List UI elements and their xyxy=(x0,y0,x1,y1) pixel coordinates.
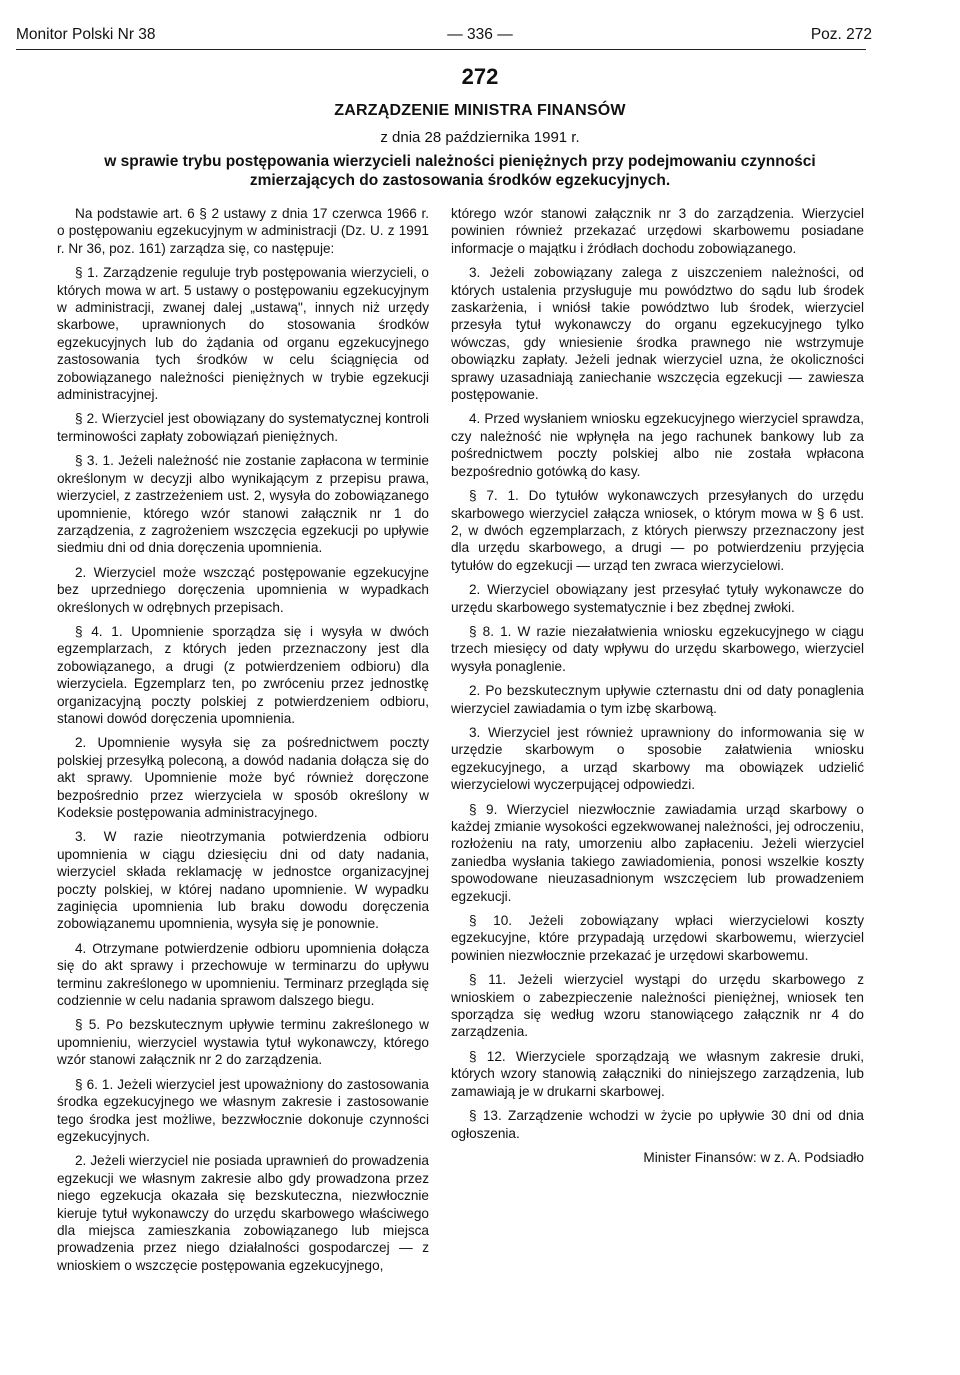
paragraph: 2. Jeżeli wierzyciel nie posiada uprawnień do prowadzenia egzekucji we własnym zakresie albo gdy prowadzona przez niego egzekucja okazała się bezskuteczna, niezwłocznie kieruje tytuł wykonawczy do urzędu skarbowego właściwego dla miejsca zamieszkania zobowiązanego lub miejsca prowadzenia przez niego działalności gospodarczej — z wnioskiem o wszczęcie postępowania egzekucyjnego, xyxy=(57,1153,429,1273)
paragraph: § 12. Wierzyciele sporządzają we własnym zakresie druki, których wzory stanowią załączniki do niniejszego zarządzenia, lub zamawiają je w drukarni skarbowej. xyxy=(451,1048,864,1099)
paragraph: § 3. 1. Jeżeli należność nie zostanie zapłacona w terminie określonym w decyzji albo wynikającym z przepisu prawa, wierzyciel, z zastrzeżeniem ust. 2, wysyła do zobowiązanego upomnienie, którego wzór stanowi załącznik nr 1 do zarządzenia, z zagrożeniem wszczęcia egzekucji po upływie siedmiu dni od dnia doręczenia upomnienia. xyxy=(57,453,429,556)
signature: Minister Finansów: w z. A. Podsiadło xyxy=(643,1149,864,1165)
paragraph: Na podstawie art. 6 § 2 ustawy z dnia 17 czerwca 1966 r. o postępowaniu egzekucyjnym w administracji (Dz. U. z 1991 r. Nr 36, poz. 161) zarządza się, co następuje: xyxy=(57,206,429,256)
paragraph: 2. Wierzyciel obowiązany jest przesyłać tytuły wykonawcze do urzędu skarbowego systematycznie i bez zbędnej zwłoki. xyxy=(451,582,864,615)
paragraph: 4. Przed wysłaniem wniosku egzekucyjnego wierzyciel sprawdza, czy należność nie wpłynęła na jego rachunek bankowy lub za pośrednictwem poczty polskiej albo nie została wpłacona bezpośrednio gotówką do kasy. xyxy=(451,411,864,479)
document-subject: w sprawie trybu postępowania wierzycieli należności pieniężnych przy podejmowaniu czynności zmierzających do zastosowania środków egzekucyjnych. xyxy=(104,153,816,189)
right-column xyxy=(451,205,864,1173)
paragraph: § 13. Zarządzenie wchodzi w życie po upływie 30 dni od dnia ogłoszenia. xyxy=(451,1108,864,1141)
paragraph: § 6. 1. Jeżeli wierzyciel jest upoważniony do zastosowania środka egzekucyjnego we własnym zakresie i zastosowanie tego środka jest możliwe, bezzwłocznie dokonuje czynności egzekucyjnych. xyxy=(57,1076,429,1144)
paragraph: § 4. 1. Upomnienie sporządza się i wysyła w dwóch egzemplarzach, z których jeden przeznaczony jest dla zobowiązanego, a drugi (z potwierdzeniem odbioru) dla wierzyciela. Egzemplarz ten, po zwróceniu przez jednostkę organizacyjną poczty polskiej z potwierdzeniem odbioru, stanowi dowód doręczenia upomnienia. xyxy=(57,623,429,726)
paragraph: 3. Wierzyciel jest również uprawniony do informowania się w urzędzie skarbowym o sposobie załatwienia wniosku egzekucyjnego, a urząd skarbowy ma obowiązek udzielić wierzycielowi wyczerpującej odpowiedzi. xyxy=(451,724,864,793)
paragraph: 2. Upomnienie wysyła się za pośrednictwem poczty polskiej przesyłką poleconą, a dowód nadania dołącza się do akt sprawy. Upomnienie może być również doręczone bezpośrednio przez wierzyciela w sposób określony w Kodeksie postępowania administracyjnego. xyxy=(57,735,429,820)
paragraph: § 8. 1. W razie niezałatwienia wniosku egzekucyjnego w ciągu trzech miesięcy od daty wpływu do urzędu skarbowego, wierzyciel wysyła ponaglenie. xyxy=(451,623,864,674)
left-column xyxy=(57,205,429,1281)
header-page-number: — 336 — xyxy=(447,26,513,43)
paragraph: § 1. Zarządzenie reguluje tryb postępowania wierzycieli, o których mowa w art. 5 ustawy o postępowaniu egzekucyjnym w administracji, zwanej dalej „ustawą", innych niż urzędy skarbowe, uprawnionych do stosowania środków egzekucyjnych lub do żądania od organu egzekucyjnego zastosowania tych środków w celu ściągnięcia od zobowiązanego należności pieniężnych w trybie egzekucji administracyjnej. xyxy=(57,265,429,403)
paragraph: § 9. Wierzyciel niezwłocznie zawiadamia urząd skarbowy o każdej zmianie wysokości egzekwowanej należności, jej odroczeniu, rozłożeniu na raty, umorzeniu albo zapłaceniu. Jeżeli wierzyciel zaniedba wysłania takiego zawiadomienia, ponosi wszelkie koszty spowodowane nieuzasadnionym wszczęciem lub prowadzeniem egzekucji. xyxy=(451,801,864,904)
paragraph: § 7. 1. Do tytułów wykonawczych przesyłanych do urzędu skarbowego wierzyciel załącza wniosek, o którym mowa w § 6 ust. 2, w dwóch egzemplarzach, z których pierwszy przeznaczony jest dla urzędu skarbowego, a drugi — po potwierdzeniu przyjęcia tytułów do egzekucji — urząd ten zwraca wierzycielowi. xyxy=(451,488,864,573)
header-publication: Monitor Polski Nr 38 xyxy=(16,26,156,43)
document-number: 272 xyxy=(461,64,499,89)
paragraph: którego wzór stanowi załącznik nr 3 do zarządzenia. Wierzyciel powinien również przekazać urzędowi skarbowemu posiadane informacje o majątku i źródłach dochodu zobowiązanego. xyxy=(451,206,864,256)
paragraph: 2. Wierzyciel może wszcząć postępowanie egzekucyjne bez uprzedniego doręczenia upomnienia w wypadkach określonych w odrębnych przepisach. xyxy=(57,564,429,615)
paragraph: 4. Otrzymane potwierdzenie odbioru upomnienia dołącza się do akt sprawy i przechowuje w terminarzu do upływu terminu zakreślonego w upomnieniu. Terminarz przegląda się codziennie w celu nadania sprawom dalszego biegu. xyxy=(57,940,429,1009)
paragraph: § 10. Jeżeli zobowiązany wpłaci wierzycielowi koszty egzekucyjne, które przypadają urzędowi skarbowemu, wierzyciel powinien niezwłocznie przekazać je urzędowi skarbowemu. xyxy=(451,913,864,963)
document-title: ZARZĄDZENIE MINISTRA FINANSÓW xyxy=(334,102,626,119)
paragraph: § 5. Po bezskutecznym upływie terminu zakreślonego w upomnieniu, wierzyciel wystawia tytuł wykonawczy, którego wzór stanowi załącznik nr 2 do zarządzenia. xyxy=(57,1017,429,1068)
header-position: Poz. 272 xyxy=(810,26,872,43)
header-divider xyxy=(16,49,866,50)
paragraph: 2. Po bezskutecznym upływie czternastu dni od daty ponaglenia wierzyciel zawiadamia o tym izbę skarbową. xyxy=(451,683,864,716)
document-date: z dnia 28 października 1991 r. xyxy=(380,129,580,146)
paragraph: § 2. Wierzyciel jest obowiązany do systematycznej kontroli terminowości zapłaty zobowiązań pieniężnych. xyxy=(57,411,429,444)
paragraph: § 11. Jeżeli wierzyciel wystąpi do urzędu skarbowego z wnioskiem o zabezpieczenie należności pieniężnej, wniosek ten sporządza się według wzoru stanowiącego załącznik nr 4 do zarządzenia. xyxy=(451,972,864,1040)
paragraph: 3. W razie nieotrzymania potwierdzenia odbioru upomnienia w ciągu dziesięciu dni od daty nadania, wierzyciel składa reklamację w jednostce organizacyjnej poczty polskiej, w której nadano upomnienie. W wypadku zaginięcia upomnienia lub braku dowodu doręczenia zobowiązanemu upomnienia, wysyła się je ponownie. xyxy=(57,829,429,932)
paragraph: 3. Jeżeli zobowiązany zalega z uiszczeniem należności, od których ustalenia przysługuje mu powództwo do sądu lub środek zaskarżenia, i wniósł takie powództwo lub środek, wierzyciel przesyła tytuł wykonawczy do organu egzekucyjnego tylko wówczas, gdy wniesienie środka prawnego nie wstrzymuje obowiązku zapłaty. Jeżeli jednak wierzyciel uzna, że okoliczności sprawy uzasadniają zaniechanie wszczęcia egzekucji — zawiesza postępowanie. xyxy=(451,265,864,403)
